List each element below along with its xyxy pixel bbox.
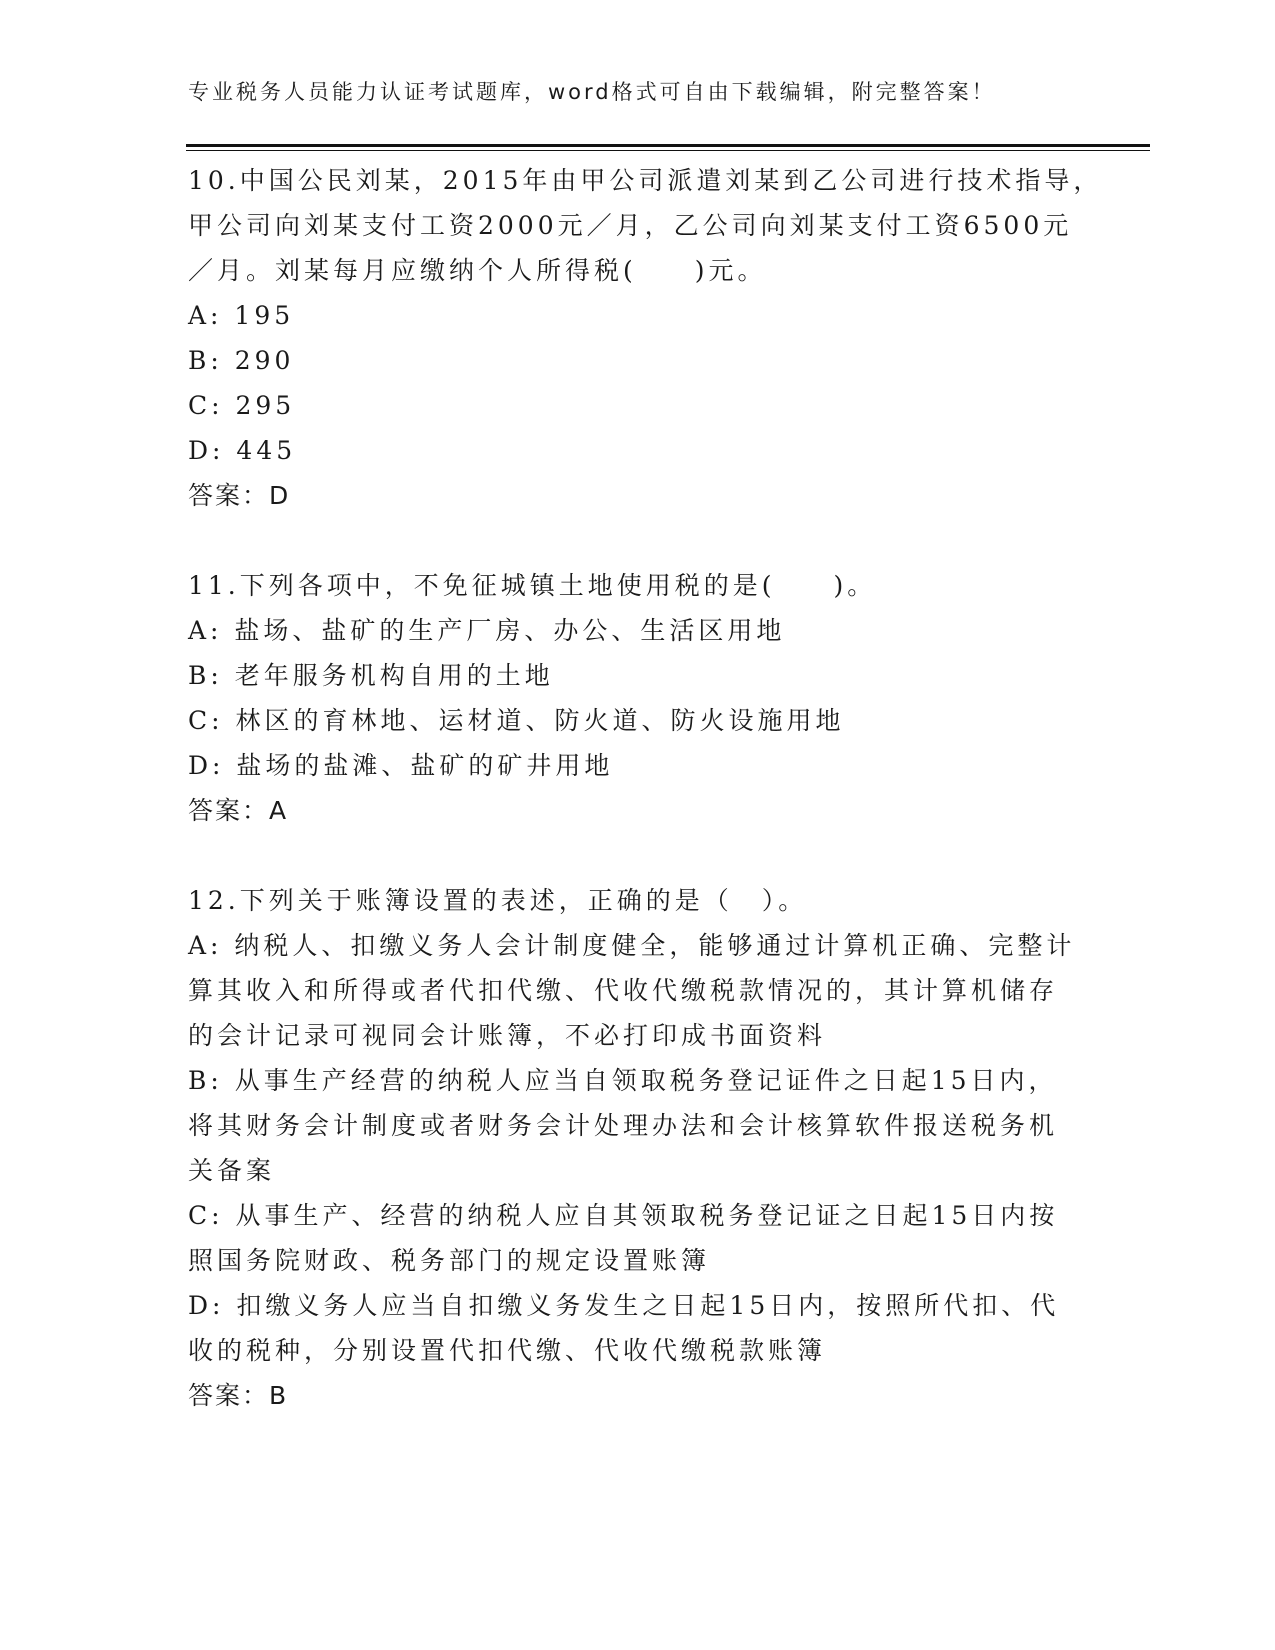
page-header: 专业税务人员能力认证考试题库，word格式可自由下载编辑，附完整答案！ xyxy=(188,80,996,104)
question-stem-line: ／月。刘某每月应缴纳个人所得税( )元。 xyxy=(188,256,767,285)
option-b: B: 老年服务机构自用的土地 xyxy=(188,661,554,690)
option-d: D: 扣缴义务人应当自扣缴义务发生之日起15日内，按照所代扣、代 xyxy=(188,1291,1060,1320)
question-11 xyxy=(188,563,1088,833)
question-stem-line: 12.下列关于账簿设置的表述，正确的是（ ）。 xyxy=(188,886,808,915)
option-a: A: 盐场、盐矿的生产厂房、办公、生活区用地 xyxy=(188,616,786,645)
question-12 xyxy=(188,878,1088,1418)
option-d-continued: 收的税种，分别设置代扣代缴、代收代缴税款账簿 xyxy=(188,1336,827,1365)
option-c: C: 从事生产、经营的纳税人应自其领取税务登记证之日起15日内按 xyxy=(188,1201,1059,1230)
option-b-continued: 关备案 xyxy=(188,1156,276,1185)
option-b: B: 从事生产经营的纳税人应当自领取税务登记证件之日起15日内， xyxy=(188,1066,1058,1095)
answer-line: 答案：B xyxy=(188,1381,289,1410)
option-a-continued: 的会计记录可视同会计账簿，不必打印成书面资料 xyxy=(188,1021,827,1050)
answer-line: 答案：D xyxy=(188,481,291,510)
option-a-continued: 算其收入和所得或者代扣代缴、代收代缴税款情况的，其计算机储存 xyxy=(188,976,1059,1005)
answer-line: 答案：A xyxy=(188,796,289,825)
question-10 xyxy=(188,158,1103,518)
question-list xyxy=(188,158,1103,1418)
option-b-continued: 将其财务会计制度或者财务会计处理办法和会计核算软件报送税务机 xyxy=(188,1111,1059,1140)
option-c: C: 295 xyxy=(188,391,296,420)
option-c-continued: 照国务院财政、税务部门的规定设置账簿 xyxy=(188,1246,711,1275)
option-d: D: 445 xyxy=(188,436,297,465)
spacer xyxy=(188,518,1088,563)
header-rule-thick xyxy=(186,144,1150,147)
option-d: D: 盐场的盐滩、盐矿的矿井用地 xyxy=(188,751,614,780)
option-a: A: 195 xyxy=(188,301,295,330)
option-a: A: 纳税人、扣缴义务人会计制度健全，能够通过计算机正确、完整计 xyxy=(188,931,1076,960)
option-c: C: 林区的育林地、运材道、防火道、防火设施用地 xyxy=(188,706,845,735)
question-stem-line: 11.下列各项中，不免征城镇土地使用税的是( )。 xyxy=(188,571,877,600)
header-rule-thin xyxy=(186,150,1150,151)
option-b: B: 290 xyxy=(188,346,295,375)
question-stem-line: 甲公司向刘某支付工资2000元／月，乙公司向刘某支付工资6500元 xyxy=(188,211,1073,240)
question-stem-line: 10.中国公民刘某，2015年由甲公司派遣刘某到乙公司进行技术指导， xyxy=(188,166,1103,195)
spacer xyxy=(188,833,1088,878)
